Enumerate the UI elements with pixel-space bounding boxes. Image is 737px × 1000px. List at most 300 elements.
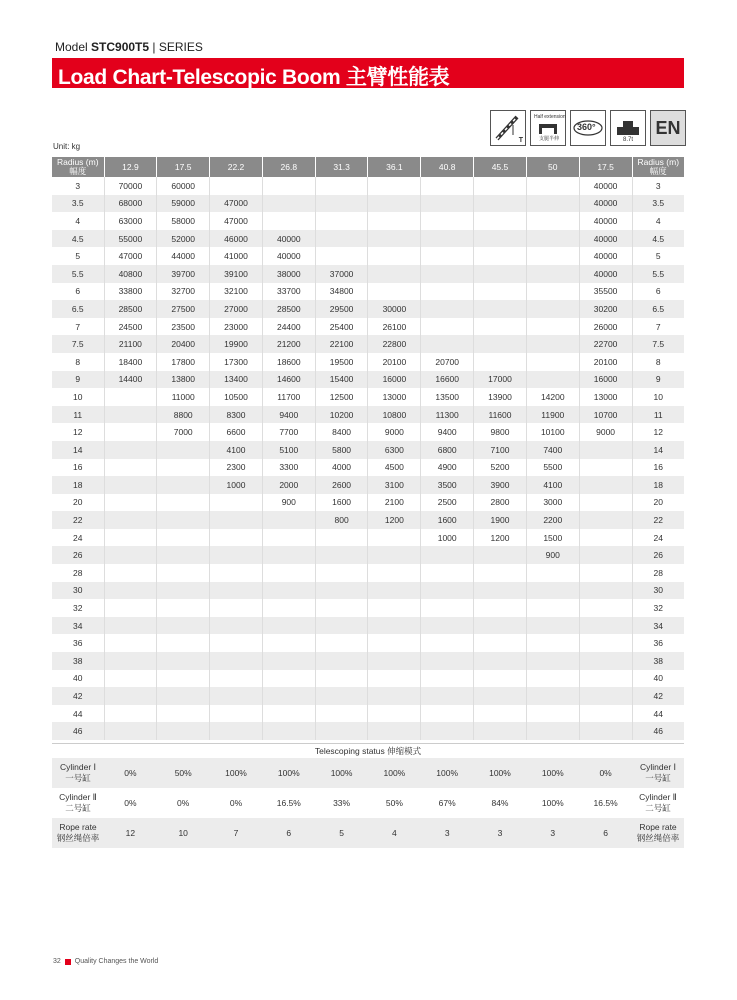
- capacity-cell: 30000: [368, 300, 421, 318]
- telescoping-value: 100%: [526, 758, 579, 788]
- capacity-cell: [368, 722, 421, 740]
- radius-cell: 8: [655, 356, 661, 367]
- capacity-cell: 28500: [104, 300, 157, 318]
- radius-cell: 11: [632, 406, 684, 424]
- capacity-cell: 1200: [474, 529, 527, 547]
- capacity-cell: 15400: [315, 371, 368, 389]
- capacity-cell: 13000: [368, 388, 421, 406]
- telescoping-label: Cylinder Ⅱ 二号缸: [639, 792, 677, 813]
- capacity-cell: 9000: [579, 423, 632, 441]
- load-chart-table: [52, 157, 684, 740]
- table-row: [52, 476, 684, 494]
- capacity-cell: [315, 247, 368, 265]
- capacity-cell: 900: [526, 546, 579, 564]
- capacity-cell: 6300: [368, 441, 421, 459]
- table-row: [52, 335, 684, 353]
- capacity-cell: [315, 652, 368, 670]
- capacity-cell: [474, 195, 527, 213]
- telescoping-value: 50%: [385, 797, 403, 808]
- capacity-cell: [474, 177, 527, 195]
- radius-cell: 36: [653, 638, 663, 649]
- capacity-cell: 23500: [157, 318, 210, 336]
- capacity-cell: 26100: [368, 318, 421, 336]
- radius-cell: 10: [653, 391, 663, 402]
- capacity-cell: [579, 459, 632, 477]
- table-header-row: [52, 157, 684, 177]
- brand-square-icon: [65, 959, 71, 965]
- capacity-cell: 13900: [474, 388, 527, 406]
- radius-cell: 22: [632, 511, 684, 529]
- capacity-cell: [421, 335, 474, 353]
- telescoping-value: 33%: [333, 797, 351, 808]
- capacity-cell: [526, 634, 579, 652]
- capacity-cell: [368, 705, 421, 723]
- capacity-cell: [579, 582, 632, 600]
- capacity-cell: 3900: [474, 476, 527, 494]
- telescoping-value: 10: [157, 818, 210, 848]
- capacity-cell: [157, 705, 210, 723]
- capacity-cell: 30200: [579, 300, 632, 318]
- capacity-cell: 5500: [526, 459, 579, 477]
- capacity-cell: 2800: [474, 494, 527, 512]
- capacity-cell: [526, 247, 579, 265]
- radius-cell: 14: [632, 441, 684, 459]
- radius-cell: 40: [52, 670, 104, 688]
- capacity-cell: [474, 599, 527, 617]
- table-row: [52, 582, 684, 600]
- capacity-cell: [474, 722, 527, 740]
- capacity-cell: 40000: [579, 212, 632, 230]
- capacity-cell: 10500: [210, 388, 263, 406]
- radius-cell: 5.5: [632, 265, 684, 283]
- telescoping-row: [52, 788, 684, 818]
- capacity-cell: [421, 617, 474, 635]
- capacity-cell: 8800: [157, 406, 210, 424]
- telescoping-value: 0%: [229, 797, 243, 808]
- telescoping-status-label: Telescoping status 伸缩模式: [52, 743, 684, 758]
- capacity-cell: 29500: [315, 300, 368, 318]
- capacity-cell: [421, 705, 474, 723]
- capacity-cell: 13000: [579, 388, 632, 406]
- capacity-cell: [210, 564, 263, 582]
- capacity-cell: [368, 670, 421, 688]
- capacity-cell: [368, 177, 421, 195]
- capacity-cell: [210, 177, 263, 195]
- capacity-cell: 19500: [315, 353, 368, 371]
- half-extension-outrigger-icon: Half extension 支腿半伸: [530, 110, 566, 146]
- telescoping-value: 100%: [262, 758, 315, 788]
- radius-cell: 30: [632, 582, 684, 600]
- telescoping-label: Cylinder Ⅱ 二号缸: [59, 792, 97, 813]
- capacity-cell: [104, 652, 157, 670]
- radius-cell: 14: [52, 441, 104, 459]
- radius-cell: 46: [52, 722, 104, 740]
- capacity-cell: 52000: [157, 230, 210, 248]
- footer: [53, 958, 158, 965]
- capacity-cell: 37000: [315, 265, 368, 283]
- capacity-cell: [157, 582, 210, 600]
- capacity-cell: [368, 652, 421, 670]
- capacity-cell: 5200: [474, 459, 527, 477]
- capacity-cell: 27500: [157, 300, 210, 318]
- capacity-cell: 28500: [262, 300, 315, 318]
- capacity-cell: [157, 441, 210, 459]
- capacity-cell: [421, 318, 474, 336]
- table-body: [52, 177, 684, 740]
- capacity-cell: 5100: [262, 441, 315, 459]
- capacity-cell: 9400: [421, 423, 474, 441]
- rotation-360-icon: 360°: [570, 110, 606, 146]
- capacity-cell: [526, 353, 579, 371]
- capacity-cell: 5800: [315, 441, 368, 459]
- capacity-cell: 4900: [421, 459, 474, 477]
- capacity-cell: 17000: [474, 371, 527, 389]
- table-row: [52, 529, 684, 547]
- capacity-cell: [262, 195, 315, 213]
- capacity-cell: 18600: [262, 353, 315, 371]
- capacity-cell: [368, 582, 421, 600]
- radius-cell: 7.5: [52, 335, 104, 353]
- boom-length-header: 22.2: [210, 157, 263, 177]
- telescoping-value: 3: [474, 818, 527, 848]
- capacity-cell: 17300: [210, 353, 263, 371]
- capacity-cell: 8300: [210, 406, 263, 424]
- capacity-cell: 47000: [104, 247, 157, 265]
- telescoping-value: 0%: [579, 758, 632, 788]
- capacity-cell: [104, 529, 157, 547]
- table-row: [52, 652, 684, 670]
- capacity-cell: [368, 230, 421, 248]
- radius-cell: 44: [653, 708, 663, 719]
- capacity-cell: [262, 529, 315, 547]
- capacity-cell: [104, 494, 157, 512]
- capacity-cell: [315, 177, 368, 195]
- capacity-cell: 10800: [368, 406, 421, 424]
- table-row: [52, 318, 684, 336]
- capacity-cell: [157, 670, 210, 688]
- capacity-cell: [210, 670, 263, 688]
- capacity-cell: 800: [315, 511, 368, 529]
- table-row: [52, 494, 684, 512]
- capacity-cell: [210, 599, 263, 617]
- footer-slogan: Quality Changes the World: [74, 958, 159, 965]
- table-row: [52, 265, 684, 283]
- capacity-cell: 32100: [210, 283, 263, 301]
- capacity-cell: [474, 335, 527, 353]
- capacity-cell: [526, 564, 579, 582]
- table-row: [52, 388, 684, 406]
- telescoping-row: [52, 818, 684, 848]
- capacity-cell: 2200: [526, 511, 579, 529]
- radius-cell: 44: [52, 705, 104, 723]
- unit-label: Unit: kg: [53, 142, 81, 151]
- capacity-cell: [526, 670, 579, 688]
- radius-cell: 42: [52, 687, 104, 705]
- capacity-cell: [368, 634, 421, 652]
- counterweight-icon: 8.7t: [610, 110, 646, 146]
- capacity-cell: 22700: [579, 335, 632, 353]
- capacity-cell: [315, 722, 368, 740]
- capacity-cell: [368, 212, 421, 230]
- capacity-cell: 33700: [262, 283, 315, 301]
- capacity-cell: [579, 705, 632, 723]
- capacity-cell: 40000: [579, 230, 632, 248]
- radius-cell: 46: [632, 722, 684, 740]
- capacity-cell: [157, 652, 210, 670]
- boom-length-header: 12.9: [104, 157, 157, 177]
- radius-cell: 32: [653, 603, 663, 614]
- capacity-cell: 40000: [579, 247, 632, 265]
- capacity-cell: 1000: [421, 529, 474, 547]
- capacity-cell: [315, 230, 368, 248]
- capacity-cell: [421, 212, 474, 230]
- capacity-cell: 20100: [579, 353, 632, 371]
- capacity-cell: 9000: [368, 423, 421, 441]
- telescoping-value: 4: [368, 818, 421, 848]
- radius-cell: 36: [52, 634, 104, 652]
- capacity-cell: [262, 212, 315, 230]
- capacity-cell: [210, 511, 263, 529]
- capacity-cell: 59000: [157, 195, 210, 213]
- capacity-cell: [315, 564, 368, 582]
- model-name: STC900T5: [91, 40, 150, 54]
- telescoping-table: [52, 758, 684, 848]
- radius-cell: 26: [52, 546, 104, 564]
- capacity-cell: [474, 546, 527, 564]
- radius-cell: 18: [632, 476, 684, 494]
- capacity-cell: [368, 599, 421, 617]
- capacity-cell: [157, 494, 210, 512]
- table-row: [52, 722, 684, 740]
- capacity-cell: [579, 546, 632, 564]
- capacity-cell: [262, 511, 315, 529]
- radius-cell: 24: [52, 529, 104, 547]
- capacity-cell: [315, 617, 368, 635]
- boom-length-header: 36.1: [368, 157, 421, 177]
- capacity-cell: 1200: [368, 511, 421, 529]
- capacity-cell: [474, 670, 527, 688]
- telescoping-label: Cylinder Ⅰ 一号缸: [52, 758, 104, 788]
- capacity-cell: 11600: [474, 406, 527, 424]
- radius-cell: 4.5: [52, 230, 104, 248]
- capacity-cell: [421, 722, 474, 740]
- telescoping-value: 12: [104, 818, 157, 848]
- capacity-cell: 40000: [579, 195, 632, 213]
- capacity-cell: 21200: [262, 335, 315, 353]
- capacity-cell: 11000: [157, 388, 210, 406]
- telescoping-value: 100%: [474, 758, 527, 788]
- capacity-cell: [421, 230, 474, 248]
- capacity-cell: [104, 670, 157, 688]
- capacity-cell: [579, 564, 632, 582]
- capacity-cell: [526, 195, 579, 213]
- capacity-cell: [104, 599, 157, 617]
- capacity-cell: 19900: [210, 335, 263, 353]
- capacity-cell: [474, 283, 527, 301]
- telescoping-value: 3: [526, 818, 579, 848]
- capacity-cell: [262, 546, 315, 564]
- capacity-cell: [421, 546, 474, 564]
- capacity-cell: [315, 529, 368, 547]
- capacity-cell: 3000: [526, 494, 579, 512]
- capacity-cell: 32700: [157, 283, 210, 301]
- capacity-cell: [474, 300, 527, 318]
- capacity-cell: 39700: [157, 265, 210, 283]
- table-row: [52, 599, 684, 617]
- capacity-cell: 38000: [262, 265, 315, 283]
- capacity-cell: [315, 599, 368, 617]
- capacity-cell: 8400: [315, 423, 368, 441]
- capacity-cell: [262, 599, 315, 617]
- capacity-cell: [104, 476, 157, 494]
- capacity-cell: [210, 722, 263, 740]
- capacity-cell: 24400: [262, 318, 315, 336]
- capacity-cell: 60000: [157, 177, 210, 195]
- capacity-cell: 55000: [104, 230, 157, 248]
- capacity-cell: 34800: [315, 283, 368, 301]
- radius-cell: 32: [52, 599, 104, 617]
- table-row: [52, 441, 684, 459]
- radius-cell: 16: [653, 462, 663, 473]
- table-row: [52, 212, 684, 230]
- capacity-cell: 20400: [157, 335, 210, 353]
- capacity-cell: [474, 617, 527, 635]
- capacity-cell: [104, 564, 157, 582]
- telescoping-body: [52, 758, 684, 848]
- capacity-cell: 27000: [210, 300, 263, 318]
- capacity-cell: [368, 546, 421, 564]
- radius-cell: 40: [653, 673, 663, 684]
- capacity-cell: [474, 230, 527, 248]
- radius-cell: 9: [52, 371, 104, 389]
- radius-cell: 6.5: [52, 300, 104, 318]
- capacity-cell: [421, 599, 474, 617]
- radius-cell: 9: [632, 371, 684, 389]
- capacity-cell: [579, 441, 632, 459]
- capacity-cell: [526, 599, 579, 617]
- capacity-cell: [262, 634, 315, 652]
- capacity-cell: 68000: [104, 195, 157, 213]
- capacity-cell: 4500: [368, 459, 421, 477]
- capacity-cell: [421, 652, 474, 670]
- capacity-cell: [474, 564, 527, 582]
- capacity-cell: [104, 634, 157, 652]
- capacity-cell: 24500: [104, 318, 157, 336]
- capacity-cell: 900: [262, 494, 315, 512]
- capacity-cell: [526, 177, 579, 195]
- capacity-cell: [526, 371, 579, 389]
- capacity-cell: 16600: [421, 371, 474, 389]
- radius-header-right: Radius (m) 幅度: [632, 157, 684, 177]
- capacity-cell: 35500: [579, 283, 632, 301]
- radius-cell: 30: [52, 582, 104, 600]
- capacity-cell: [474, 705, 527, 723]
- capacity-cell: [421, 670, 474, 688]
- capacity-cell: [157, 687, 210, 705]
- radius-cell: 7: [655, 321, 661, 332]
- capacity-cell: [421, 177, 474, 195]
- capacity-cell: [262, 617, 315, 635]
- capacity-cell: [474, 247, 527, 265]
- capacity-cell: [421, 195, 474, 213]
- radius-cell: 5.5: [52, 265, 104, 283]
- capacity-cell: [579, 494, 632, 512]
- table-row: [52, 546, 684, 564]
- capacity-cell: 25400: [315, 318, 368, 336]
- capacity-cell: 46000: [210, 230, 263, 248]
- capacity-cell: [474, 265, 527, 283]
- capacity-cell: 70000: [104, 177, 157, 195]
- table-row: [52, 705, 684, 723]
- telescoping-label: Rope rate 钢丝绳倍率: [632, 818, 684, 848]
- table-row: [52, 617, 684, 635]
- capacity-cell: 6600: [210, 423, 263, 441]
- radius-cell: 34: [632, 617, 684, 635]
- capacity-cell: [104, 388, 157, 406]
- capacity-cell: 4100: [210, 441, 263, 459]
- telescoping-value: 50%: [157, 758, 210, 788]
- capacity-cell: [262, 670, 315, 688]
- capacity-cell: [157, 564, 210, 582]
- capacity-cell: 40000: [579, 265, 632, 283]
- capacity-cell: [526, 705, 579, 723]
- capacity-cell: [157, 634, 210, 652]
- telescoping-value: 6: [262, 818, 315, 848]
- table-row: [52, 300, 684, 318]
- capacity-cell: [421, 564, 474, 582]
- capacity-cell: [368, 529, 421, 547]
- capacity-cell: [104, 511, 157, 529]
- capacity-cell: [368, 687, 421, 705]
- capacity-cell: 2100: [368, 494, 421, 512]
- telescoping-value: 100%: [210, 758, 263, 788]
- capacity-cell: [210, 494, 263, 512]
- capacity-cell: [579, 652, 632, 670]
- capacity-cell: 3500: [421, 476, 474, 494]
- radius-cell: 6: [655, 286, 661, 297]
- capacity-cell: [315, 687, 368, 705]
- telescoping-value: 100%: [368, 758, 421, 788]
- capacity-cell: 11700: [262, 388, 315, 406]
- capacity-cell: 7100: [474, 441, 527, 459]
- table-row: [52, 634, 684, 652]
- capacity-cell: 7700: [262, 423, 315, 441]
- capacity-cell: [104, 582, 157, 600]
- capacity-cell: [315, 634, 368, 652]
- page-title: Load Chart-Telescopic Boom 主臂性能表: [58, 66, 450, 89]
- capacity-cell: [315, 195, 368, 213]
- capacity-cell: 7000: [157, 423, 210, 441]
- capacity-cell: 6800: [421, 441, 474, 459]
- capacity-cell: [526, 212, 579, 230]
- boom-length-header: 45.5: [474, 157, 527, 177]
- radius-cell: 38: [632, 652, 684, 670]
- capacity-cell: 14400: [104, 371, 157, 389]
- capacity-cell: 2500: [421, 494, 474, 512]
- capacity-cell: 40800: [104, 265, 157, 283]
- capacity-cell: [315, 705, 368, 723]
- telescoping-label: Cylinder Ⅰ 一号缸: [632, 758, 684, 788]
- capacity-cell: [526, 722, 579, 740]
- capacity-cell: [579, 529, 632, 547]
- radius-cell: 26: [632, 546, 684, 564]
- capacity-cell: [210, 652, 263, 670]
- capacity-cell: 20700: [421, 353, 474, 371]
- boom-length-header: 26.8: [262, 157, 315, 177]
- capacity-cell: [526, 318, 579, 336]
- capacity-cell: [474, 652, 527, 670]
- table-row: [52, 353, 684, 371]
